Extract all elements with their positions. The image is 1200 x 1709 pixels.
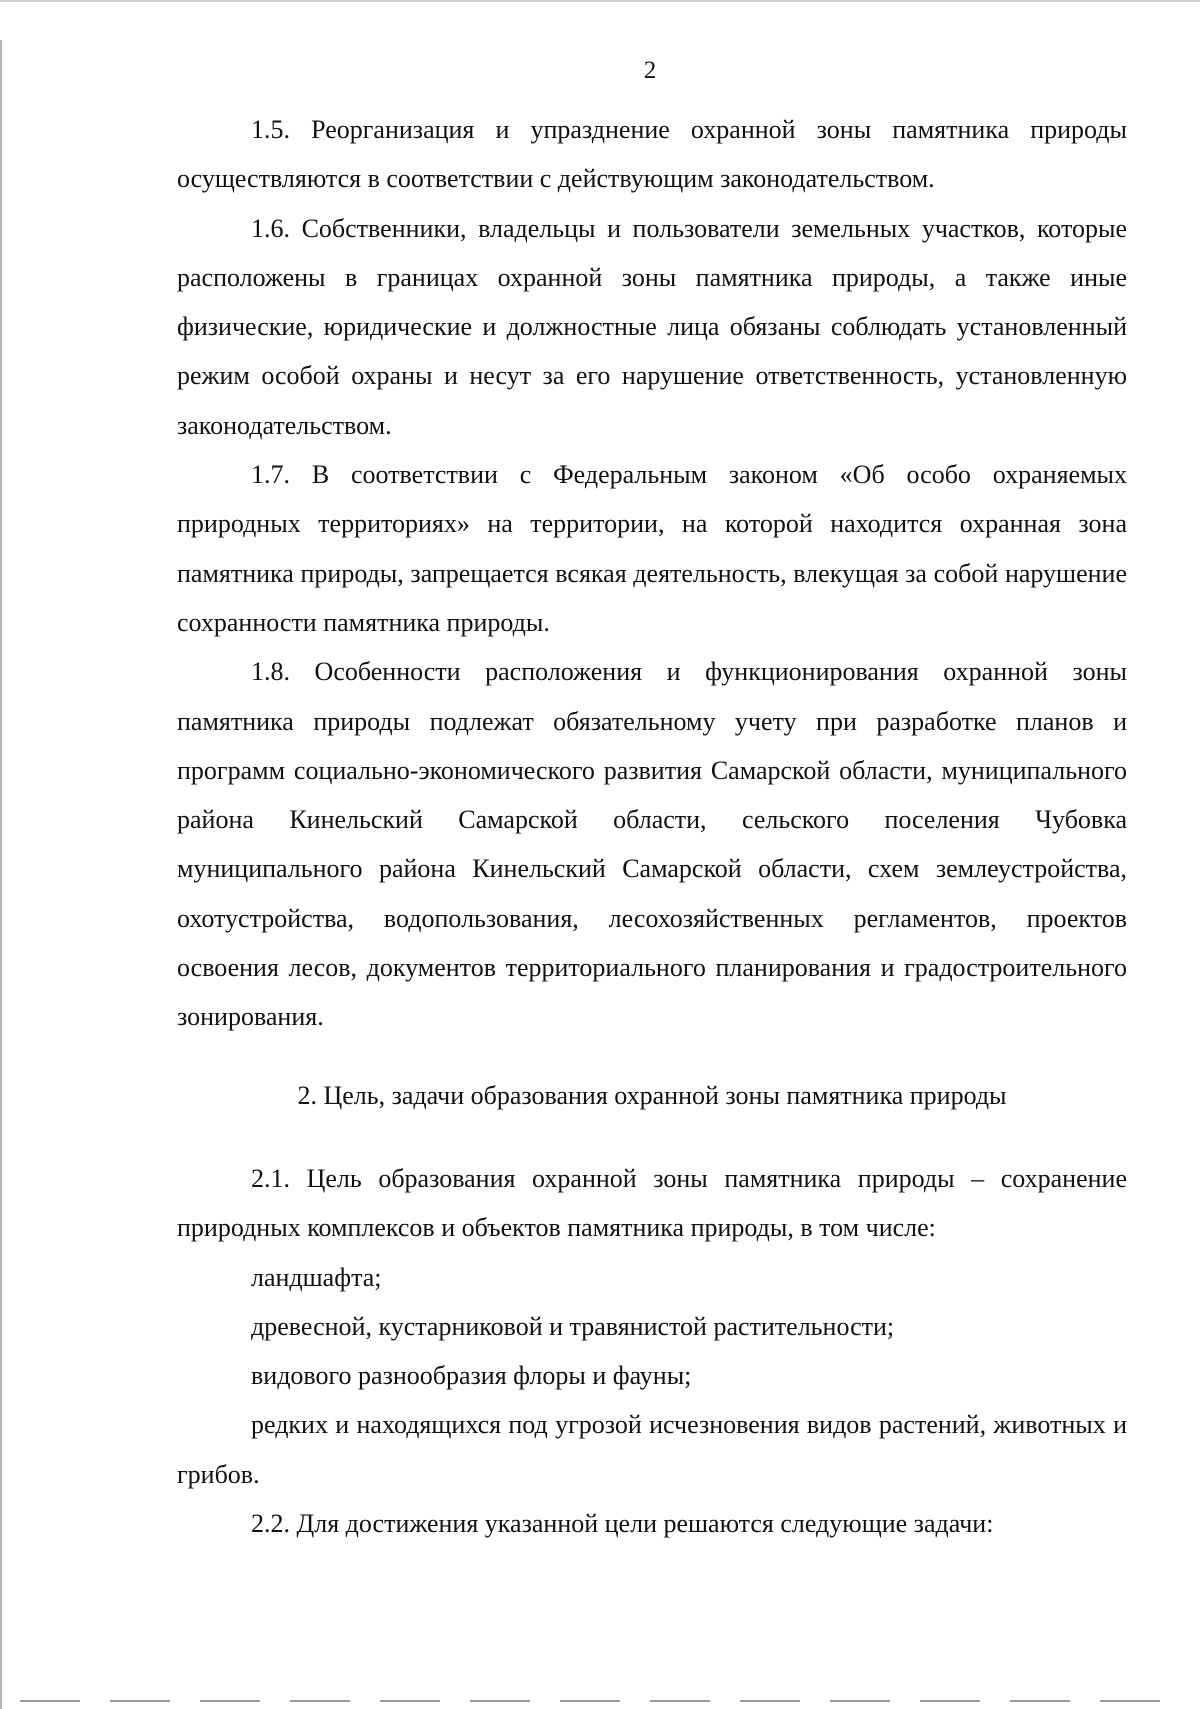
- list-item: видового разнообразия флоры и фауны;: [251, 1361, 692, 1391]
- scan-edge-top: [0, 0, 1200, 2]
- list-item: ландшафта;: [251, 1262, 382, 1292]
- paragraph-1-5: 1.5. Реорганизация и упразднение охранной зоны памятника природы осуществляются в соответствии с действующим законодательством.: [177, 115, 1127, 194]
- section-2-heading: 2. Цель, задачи образования охранной зоны памятника природы: [297, 1081, 1007, 1110]
- paragraph-1-7: 1.7. В соответствии с Федеральным законом «Об особо охраняемых природных территориях» на территории, на которой находится охранная зона памятника природы, запрещается всякая деятельность, влекущая за собой нарушение сохранности памятника природы.: [177, 460, 1127, 637]
- paragraph-2-2: 2.2. Для достижения указанной цели решаются следующие задачи:: [251, 1509, 994, 1539]
- list-item: редких и находящихся под угрозой исчезновения видов растений, животных и грибов.: [177, 1410, 1127, 1489]
- list-item: древесной, кустарниковой и травянистой растительности;: [251, 1311, 895, 1341]
- section-2-body: [177, 1154, 1127, 1548]
- paragraph-1-8: 1.8. Особенности расположения и функционирования охранной зоны памятника природы подлежат обязательному учету при разработке планов и программ социально-экономического развития Самарской области, муниципального района Кинельский Самарской области, сельского поселения Чубовка муниципального района Кинельский Самарской области, схем землеустройства, охотустройства, водопользования, лесохозяйственных регламентов, проектов освоения лесов, документов территориального планирования и градостроительного зонирования.: [177, 657, 1127, 1032]
- scan-edge-left: [0, 40, 2, 1709]
- paragraph-2-1: 2.1. Цель образования охранной зоны памятника природы – сохранение природных комплексов и объектов памятника природы, в том числе:: [177, 1164, 1127, 1243]
- page-number: 2: [643, 57, 657, 84]
- paragraph-1-6: 1.6. Собственники, владельцы и пользователи земельных участков, которые расположены в границах охранной зоны памятника природы, а также иные физические, юридические и должностные лица обязаны соблюдать установленный режим особой охраны и несут за его нарушение ответственность, установленную законодательством.: [177, 213, 1127, 440]
- scan-edge-bottom: [20, 1700, 1170, 1702]
- section-1-body: [177, 105, 1127, 1042]
